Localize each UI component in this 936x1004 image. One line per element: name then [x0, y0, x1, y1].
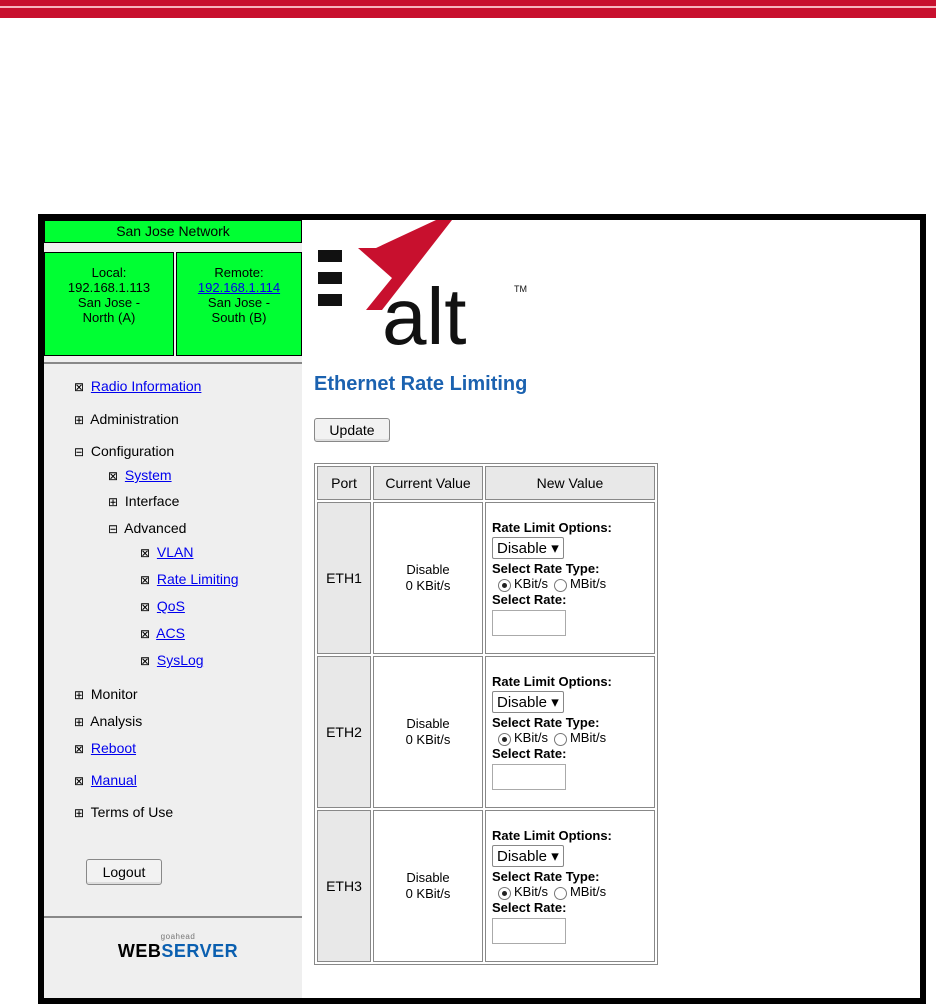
nav-manual-link[interactable]: Manual: [90, 772, 137, 788]
current-status: Disable: [406, 562, 450, 577]
table-row: [317, 810, 655, 962]
rate-limit-select[interactable]: [492, 691, 564, 713]
page-title: Ethernet Rate Limiting: [314, 373, 528, 395]
local-host-box: [44, 252, 174, 356]
new-value-cell: [485, 810, 655, 962]
page-icon: ⊠: [140, 600, 151, 614]
nav-terms-of-use[interactable]: [74, 804, 173, 820]
nav-administration[interactable]: [74, 411, 179, 427]
chevron-down-icon: ▾: [551, 848, 559, 866]
local-label: Local:: [91, 265, 127, 280]
nav-advanced[interactable]: [108, 520, 186, 536]
collapse-icon[interactable]: ⊟: [74, 445, 85, 459]
current-status: Disable: [406, 870, 450, 885]
select-rate-label: Select Rate:: [492, 745, 567, 761]
nav-qos[interactable]: [140, 598, 185, 614]
mbits-label: MBit/s: [569, 730, 607, 746]
logout-button[interactable]: Logout: [86, 859, 162, 885]
nav-advanced-label: Advanced: [124, 520, 187, 536]
sidebar: [44, 220, 302, 998]
rate-limit-options-label: Rate Limit Options:: [492, 674, 612, 690]
mbits-radio[interactable]: [554, 579, 567, 592]
nav-interface-label: Interface: [124, 493, 180, 509]
nav-radio-information[interactable]: [74, 378, 201, 394]
current-rate: 0 KBit/s: [405, 886, 451, 901]
nav-syslog[interactable]: [140, 652, 204, 668]
current-value-cell: [373, 502, 483, 654]
webserver-small: goahead: [160, 932, 196, 941]
new-value-cell: [485, 656, 655, 808]
nav-analysis-label: Analysis: [90, 713, 143, 729]
goahead-webserver-logo: [108, 932, 248, 962]
mbits-radio[interactable]: [554, 887, 567, 900]
expand-icon[interactable]: ⊞: [108, 495, 119, 509]
current-value-cell: [373, 810, 483, 962]
rate-limit-table: [314, 463, 658, 965]
col-header-port: Port: [317, 466, 371, 500]
kbits-radio[interactable]: [498, 579, 511, 592]
exalt-logo: [312, 220, 542, 350]
nav-acs[interactable]: [140, 625, 185, 641]
nav-administration-label: Administration: [90, 411, 179, 427]
table-row: [317, 502, 655, 654]
local-site-2: North (A): [82, 310, 136, 325]
kbits-radio[interactable]: [498, 887, 511, 900]
mbits-label: MBit/s: [569, 884, 607, 900]
nav-acs-link[interactable]: ACS: [156, 625, 185, 641]
rate-input[interactable]: [492, 610, 566, 636]
page-icon: ⊠: [74, 774, 85, 788]
page-icon: ⊠: [140, 546, 151, 560]
page-icon: ⊠: [140, 654, 151, 668]
top-red-bar: [0, 0, 936, 18]
nav-reboot[interactable]: [74, 740, 136, 756]
page-icon: ⊠: [140, 573, 151, 587]
nav-manual[interactable]: [74, 772, 137, 788]
webserver-word1: WEB: [117, 941, 162, 961]
nav-rate-limiting-link[interactable]: Rate Limiting: [156, 571, 239, 587]
main-content: [302, 220, 920, 998]
expand-icon[interactable]: ⊞: [74, 806, 85, 820]
rate-limit-select[interactable]: [492, 537, 564, 559]
page-icon: ⊠: [108, 469, 119, 483]
page-icon: ⊠: [74, 380, 85, 394]
mbits-radio[interactable]: [554, 733, 567, 746]
expand-icon[interactable]: ⊞: [74, 715, 85, 729]
local-ip: 192.168.1.113: [67, 280, 151, 295]
col-header-new: New Value: [485, 466, 655, 500]
port-cell: ETH2: [317, 656, 371, 808]
nav-syslog-link[interactable]: SysLog: [156, 652, 204, 668]
select-value: Disable: [497, 694, 548, 712]
expand-icon[interactable]: ⊞: [74, 413, 85, 427]
current-status: Disable: [406, 716, 450, 731]
select-rate-label: Select Rate:: [492, 591, 567, 607]
browser-frame: [38, 214, 926, 1004]
kbits-label: KBit/s: [514, 730, 548, 746]
chevron-down-icon: ▾: [551, 540, 559, 558]
collapse-icon[interactable]: ⊟: [108, 522, 119, 536]
kbits-label: KBit/s: [514, 576, 548, 592]
network-title: San Jose Network: [44, 220, 302, 243]
port-cell: ETH1: [317, 502, 371, 654]
port-cell: ETH3: [317, 810, 371, 962]
nav-radio-information-link[interactable]: Radio Information: [90, 378, 202, 394]
remote-ip-link[interactable]: 192.168.1.114: [197, 280, 281, 295]
kbits-radio[interactable]: [498, 733, 511, 746]
select-value: Disable: [497, 848, 548, 866]
nav-vlan[interactable]: [140, 544, 193, 560]
update-button[interactable]: Update: [314, 418, 390, 442]
select-rate-type-label: Select Rate Type:: [492, 715, 600, 731]
select-value: Disable: [497, 540, 548, 558]
remote-label: Remote:: [214, 265, 264, 280]
nav-analysis[interactable]: [74, 713, 142, 729]
rate-limit-options-label: Rate Limit Options:: [492, 828, 612, 844]
rate-limit-options-label: Rate Limit Options:: [492, 520, 612, 536]
nav-system-link[interactable]: System: [124, 467, 172, 483]
svg-text:alt: alt: [382, 272, 467, 350]
chevron-down-icon: ▾: [551, 694, 559, 712]
nav-monitor[interactable]: [74, 686, 138, 702]
nav-qos-link[interactable]: QoS: [156, 598, 185, 614]
page-icon: ⊠: [140, 627, 151, 641]
new-value-cell: [485, 502, 655, 654]
nav-interface[interactable]: [108, 493, 179, 509]
remote-site-2: South (B): [211, 310, 267, 325]
current-rate: 0 KBit/s: [405, 578, 451, 593]
divider: [44, 916, 302, 918]
page-icon: ⊠: [74, 742, 85, 756]
nav-monitor-label: Monitor: [90, 686, 138, 702]
nav-rate-limiting[interactable]: [140, 571, 239, 587]
logo-tm: TM: [514, 284, 527, 294]
divider: [44, 362, 302, 364]
rate-limit-select[interactable]: [492, 845, 564, 867]
current-rate: 0 KBit/s: [405, 732, 451, 747]
current-value-cell: [373, 656, 483, 808]
nav-configuration[interactable]: [74, 443, 174, 459]
col-header-current: Current Value: [373, 466, 483, 500]
nav-terms-of-use-label: Terms of Use: [90, 804, 174, 820]
select-rate-type-label: Select Rate Type:: [492, 869, 600, 885]
webserver-word2: SERVER: [161, 941, 239, 961]
nav-vlan-link[interactable]: VLAN: [156, 544, 194, 560]
nav-system[interactable]: [108, 467, 172, 483]
nav-configuration-label: Configuration: [90, 443, 175, 459]
mbits-label: MBit/s: [569, 576, 607, 592]
kbits-label: KBit/s: [514, 884, 548, 900]
rate-input[interactable]: [492, 918, 566, 944]
expand-icon[interactable]: ⊞: [74, 688, 85, 702]
rate-input[interactable]: [492, 764, 566, 790]
remote-host-box: [176, 252, 302, 356]
remote-site-1: San Jose -: [207, 295, 271, 310]
select-rate-type-label: Select Rate Type:: [492, 561, 600, 577]
select-rate-label: Select Rate:: [492, 899, 567, 915]
local-site-1: San Jose -: [77, 295, 141, 310]
table-row: [317, 656, 655, 808]
nav-reboot-link[interactable]: Reboot: [90, 740, 137, 756]
